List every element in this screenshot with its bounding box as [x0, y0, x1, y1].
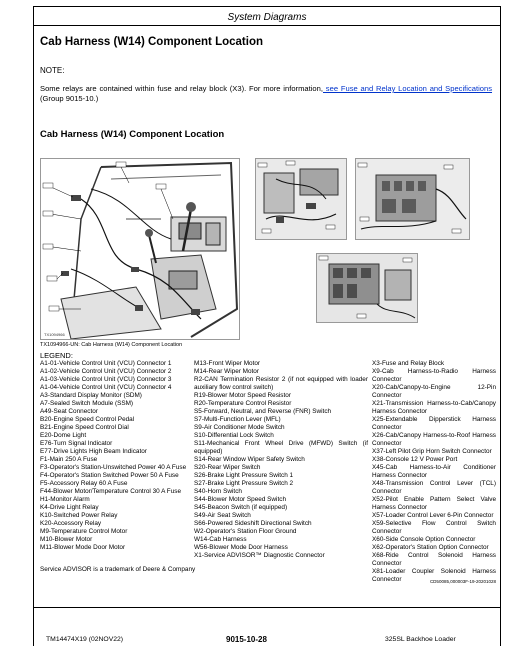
legend-item: K20-Accessory Relay	[40, 520, 102, 527]
legend-item: M10-Blower Motor	[40, 536, 93, 543]
legend-item: B21-Engine Speed Control Dial	[40, 424, 129, 431]
detail-c-drawing	[317, 254, 418, 323]
legend-item: X3-Fuse and Relay Block	[372, 360, 445, 367]
legend-item: X45-Cab Harness-to-Air Conditioner Harness Connector	[372, 464, 496, 479]
legend-item: M9-Temperature Control Motor	[40, 528, 128, 535]
figure-subtitle: Cab Harness (W14) Component Location	[40, 129, 225, 140]
legend-item: S27-Brake Light Pressure Switch 2	[194, 480, 294, 487]
legend-item: S20-Rear Wiper Switch	[194, 464, 261, 471]
header-title: System Diagrams	[227, 12, 307, 23]
fuse-relay-link[interactable]: see Fuse and Relay Location and Specifications	[323, 84, 493, 93]
detail-illustration-relay-block	[316, 253, 418, 323]
legend-item: X20-Cab/Canopy-to-Engine 12-Pin Connector	[372, 384, 496, 399]
legend-item: W2-Operator's Station Floor Ground	[194, 528, 297, 535]
legend-item: X52-Pilot Enable Pattern Select Valve Harness Connector	[372, 496, 496, 511]
legend-item: S40-Horn Switch	[194, 488, 242, 495]
cab-harness-main-illustration	[40, 158, 240, 340]
legend-item: S14-Rear Window Wiper Safety Switch	[194, 456, 305, 463]
page-header	[33, 6, 501, 26]
legend-item: S5-Forward, Neutral, and Reverse (FNR) Switch	[194, 408, 332, 415]
legend-item: A1-02-Vehicle Control Unit (VCU) Connector 2	[40, 368, 172, 375]
legend-item: S9-Air Conditioner Mode Switch	[194, 424, 285, 431]
legend-item: X59-Selective Flow Control Switch Connector	[372, 520, 496, 535]
legend-item: M13-Front Wiper Motor	[194, 360, 261, 367]
legend-item: A49-Seat Connector	[40, 408, 98, 415]
note-label: NOTE:	[40, 66, 65, 75]
detail-illustration-console	[255, 158, 347, 240]
legend-item: X25-Extendable Dipperstick Harness Connector	[372, 416, 496, 431]
detail-illustration-fuse-block	[355, 158, 470, 240]
legend-item: B20-Engine Speed Control Pedal	[40, 416, 135, 423]
legend-item: F4-Operator's Station Switched Power 50 A Fuse	[40, 472, 179, 479]
legend-item: S66-Powered Sideshift Directional Switch	[194, 520, 312, 527]
legend-item: S10-Differential Lock Switch	[194, 432, 274, 439]
legend-item: S11-Mechanical Front Wheel Drive (MFWD) Switch (if equipped)	[194, 440, 368, 455]
legend-item: A7-Sealed Switch Module (SSM)	[40, 400, 134, 407]
detail-b-drawing	[356, 159, 470, 240]
legend-column-2	[194, 360, 368, 560]
legend-column-1	[40, 360, 190, 552]
legend-item: X57-Loader Control Lever 6-Pin Connector	[372, 512, 494, 519]
legend-item: S49-Air Seat Switch	[194, 512, 251, 519]
note-text	[40, 84, 492, 104]
trademark-note: Service ADVISOR is a trademark of Deere & Company	[40, 566, 196, 573]
legend-item: E76-Turn Signal Indicator	[40, 440, 113, 447]
legend-item: S45-Beacon Switch (if equipped)	[194, 504, 288, 511]
legend-item: M14-Rear Wiper Motor	[194, 368, 259, 375]
legend-item: F5-Accessory Relay 60 A Fuse	[40, 480, 128, 487]
legend-column-3	[372, 360, 496, 584]
detail-a-drawing	[256, 159, 347, 240]
legend-item: R2-CAN Termination Resistor 2 (if not equipped with loader auxiliary flow control switch)	[194, 376, 368, 391]
legend-item: K10-Switched Power Relay	[40, 512, 118, 519]
legend-item: X62-Operator's Station Option Connector	[372, 544, 489, 551]
legend-item: R20-Temperature Control Resistor	[194, 400, 292, 407]
note-body: Some relays are contained within fuse and relay block (X3). For more information,	[40, 84, 323, 93]
legend-item: W14-Cab Harness	[194, 536, 247, 543]
legend-item: F1-Main 250 A Fuse	[40, 456, 98, 463]
legend-item: A1-01-Vehicle Control Unit (VCU) Connector 1	[40, 360, 172, 367]
legend-item: A1-04-Vehicle Control Unit (VCU) Connector 4	[40, 384, 172, 391]
legend-item: F3-Operator's Station-Unswitched Power 40 A Fuse	[40, 464, 187, 471]
legend-item: E20-Dome Light	[40, 432, 87, 439]
footer-model: 325SL Backhoe Loader	[385, 636, 456, 643]
legend-title: LEGEND:	[40, 351, 73, 360]
legend-item: E77-Drive Lights High Beam Indicator	[40, 448, 147, 455]
figure-id: TX1094966	[44, 332, 65, 337]
cab-drawing	[41, 159, 240, 340]
section-title: Cab Harness (W14) Component Location	[40, 36, 263, 48]
legend-item: X48-Transmission Control Lever (TCL) Connector	[372, 480, 496, 495]
legend-item: K4-Drive Light Relay	[40, 504, 99, 511]
note-tail: (Group 9015-10.)	[40, 94, 99, 103]
legend-item: A3-Standard Display Monitor (SDM)	[40, 392, 142, 399]
legend-item: X81-Loader Coupler Solenoid Harness Connector	[372, 568, 496, 583]
legend-item: X21-Transmission Harness-to-Cab/Canopy Harness Connector	[372, 400, 496, 415]
legend-item: X38-Console 12 V Power Port	[372, 456, 458, 463]
legend-item: F44-Blower Motor/Temperature Control 30 A Fuse	[40, 488, 182, 495]
legend-item: X26-Cab/Canopy Harness-to-Roof Harness Connector	[372, 432, 496, 447]
legend-item: X68-Ride Control Solenoid Harness Connector	[372, 552, 496, 567]
legend-item: S7-Multi-Function Lever (MFL)	[194, 416, 281, 423]
legend-item: M11-Blower Mode Door Motor	[40, 544, 126, 551]
legend-item: X9-Cab Harness-to-Radio Harness Connector	[372, 368, 496, 383]
legend-item: S26-Brake Light Pressure Switch 1	[194, 472, 294, 479]
footer-manual-id: TM14474X19 (02NOV22)	[46, 636, 124, 643]
document-code-id: CD50085,000003F-19-20201028	[429, 579, 496, 584]
footer-page-number: 9015-10-28	[226, 635, 267, 644]
legend-item: X37-Left Pilot Grip Horn Switch Connector	[372, 448, 492, 455]
legend-item: A1-03-Vehicle Control Unit (VCU) Connector 3	[40, 376, 172, 383]
legend-item: S44-Blower Motor Speed Switch	[194, 496, 286, 503]
legend-item: H1-Monitor Alarm	[40, 496, 90, 503]
legend-item: W56-Blower Mode Door Harness	[194, 544, 288, 551]
figure-caption: TX1094966-UN: Cab Harness (W14) Component Location	[40, 342, 183, 348]
legend-item: X1-Service ADVISOR™ Diagnostic Connector	[194, 552, 325, 559]
legend-item: X60-Side Console Option Connector	[372, 536, 476, 543]
legend-item: R19-Blower Motor Speed Resistor	[194, 392, 291, 399]
